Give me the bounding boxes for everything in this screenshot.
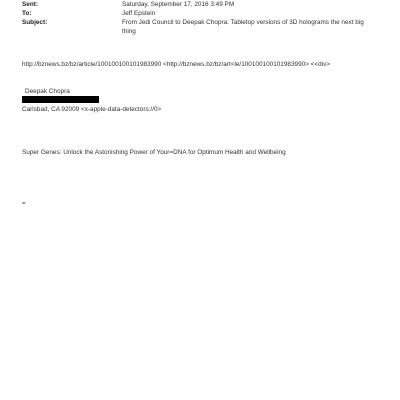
sent-row — [22, 0, 382, 9]
signature-name: Deepak Chopra — [25, 88, 70, 95]
book-title-line: Super Genes: Unlock the Astonishing Power of Your=DNA for Optimum Health and Wellbeing — [22, 149, 286, 156]
to-value: Jeff Epstein — [122, 10, 156, 17]
sent-value: Saturday, September 17, 2016 3:49 PM — [122, 1, 235, 8]
subject-row — [22, 18, 382, 36]
subject-label: Subject: — [22, 19, 48, 26]
subject-value: From Jedi Council to Deepak Chopra: Tabletop versions of 3D holograms the next big thing — [122, 19, 364, 35]
redaction-bar — [22, 96, 99, 103]
stray-mark: = — [22, 201, 26, 207]
signature-address: Carlsbad, CA 92009 <x-apple-data-detectors://0> — [22, 106, 162, 113]
to-label: To: — [22, 10, 32, 17]
article-url-line: http://bznews.bz/bz/article/100100100101983990 <http://bznews.bz/bz/art<le/100100100101983990> <<div> — [22, 61, 331, 68]
to-row — [22, 9, 382, 18]
sent-label: Sent: — [22, 1, 38, 8]
